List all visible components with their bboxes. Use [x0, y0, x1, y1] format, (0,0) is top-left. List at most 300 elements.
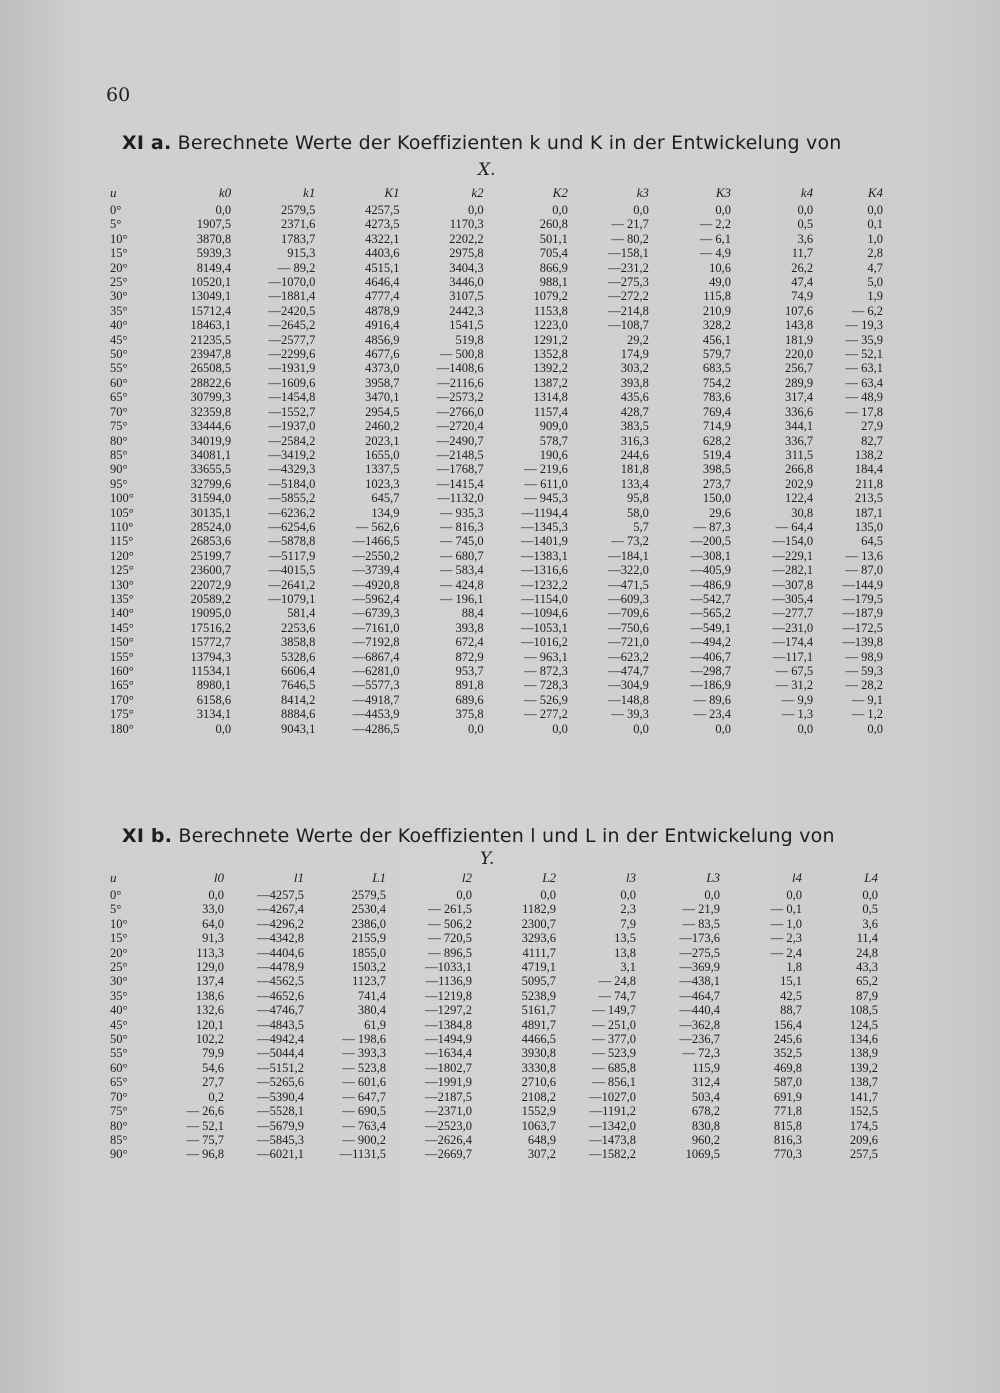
column-header: l0	[213, 870, 224, 885]
angle-cell: 75°	[110, 1104, 128, 1119]
value-cell: — 523,8	[342, 1060, 386, 1075]
value-cell: —438,1	[679, 974, 720, 989]
value-cell: 2,3	[620, 902, 636, 917]
value-cell: — 2,3	[770, 931, 802, 946]
column-header: L4	[864, 870, 878, 885]
value-cell: 4,7	[867, 260, 883, 275]
table-row	[108, 606, 883, 620]
value-cell: —1131,5	[339, 1147, 386, 1162]
angle-cell: 60°	[110, 1060, 128, 1075]
value-cell: 25199,7	[190, 548, 232, 563]
angle-cell: 5°	[110, 902, 122, 917]
header-row	[108, 183, 883, 203]
value-cell: — 87,3	[693, 519, 732, 534]
value-cell: — 2,4	[770, 945, 802, 960]
value-cell: 317,4	[785, 390, 814, 405]
table-row	[108, 261, 883, 275]
value-cell: — 9,1	[851, 692, 883, 707]
value-cell: 34019,9	[190, 433, 232, 448]
value-cell: 383,5	[620, 419, 649, 434]
value-cell: — 720,5	[428, 931, 472, 946]
value-cell: 3293,6	[521, 931, 556, 946]
value-cell: 49,0	[709, 275, 732, 290]
value-cell: —2116,6	[437, 375, 484, 390]
value-cell: 2253,6	[280, 620, 316, 635]
value-cell: 13,5	[614, 931, 636, 946]
value-cell: —2371,0	[425, 1104, 472, 1119]
value-cell: — 80,2	[611, 231, 649, 246]
value-cell: 17516,2	[190, 620, 232, 635]
value-cell: —2577,7	[268, 332, 316, 347]
value-cell: 26853,6	[190, 534, 232, 549]
column-header: k4	[800, 185, 814, 200]
column-header: l1	[293, 870, 304, 885]
value-cell: 578,7	[539, 433, 568, 448]
value-cell: —1033,1	[425, 960, 472, 975]
value-cell: 645,7	[371, 491, 400, 506]
value-cell: 1069,5	[685, 1147, 720, 1162]
value-cell: 15772,7	[190, 635, 232, 650]
value-cell: 33655,5	[190, 462, 232, 477]
value-cell: 0,0	[715, 203, 732, 217]
value-cell: 209,6	[849, 1132, 878, 1147]
value-cell: 1063,7	[521, 1118, 556, 1133]
value-cell: —172,5	[842, 620, 883, 635]
table-row	[108, 361, 883, 375]
angle-cell: 110°	[110, 519, 134, 534]
value-cell: 30135,1	[190, 505, 232, 520]
value-cell: 0,0	[215, 721, 232, 736]
table-row	[108, 419, 883, 433]
column-header: K4	[867, 185, 883, 200]
value-cell: —5390,4	[257, 1089, 304, 1104]
value-cell: 0,0	[468, 203, 484, 217]
value-cell: —1401,9	[520, 534, 568, 549]
value-cell: 124,5	[849, 1017, 878, 1032]
value-cell: —1297,2	[425, 1003, 472, 1018]
value-cell: —3419,2	[268, 447, 316, 462]
value-cell: 108,5	[849, 1003, 878, 1018]
column-header: L1	[372, 870, 386, 885]
value-cell: —5679,9	[257, 1118, 304, 1133]
value-cell: —158,1	[608, 246, 649, 261]
value-cell: — 745,0	[439, 534, 484, 549]
angle-cell: 90°	[110, 462, 128, 477]
value-cell: 115,8	[703, 289, 732, 304]
value-cell: 174,9	[620, 347, 649, 362]
value-cell: — 13,6	[845, 548, 883, 563]
value-cell: —236,7	[679, 1032, 720, 1047]
value-cell: — 64,4	[775, 519, 814, 534]
column-header: K3	[715, 185, 732, 200]
value-cell: 2300,7	[521, 916, 556, 931]
value-cell: 5161,7	[521, 1003, 556, 1018]
angle-cell: 80°	[110, 1118, 128, 1133]
value-cell: 7,9	[620, 916, 636, 931]
table-row	[108, 376, 883, 390]
value-cell: —1937,0	[268, 419, 316, 434]
value-cell: 3446,0	[449, 275, 484, 290]
value-cell: —4843,5	[257, 1017, 304, 1032]
value-cell: 398,5	[702, 462, 732, 477]
value-cell: — 6,1	[699, 231, 732, 246]
value-cell: — 872,3	[524, 664, 568, 678]
value-cell: 138,6	[195, 988, 224, 1003]
value-cell: 469,8	[773, 1060, 802, 1075]
value-cell: 4719,1	[521, 960, 556, 975]
value-cell: — 611,0	[524, 476, 568, 491]
value-cell: 5,7	[633, 519, 649, 534]
value-cell: 3,6	[797, 231, 814, 246]
value-cell: —362,8	[679, 1017, 720, 1032]
table-row	[108, 1090, 878, 1104]
value-cell: 133,4	[620, 476, 649, 491]
value-cell: 102,2	[195, 1032, 224, 1047]
value-cell: 0,0	[456, 888, 472, 902]
value-cell: — 2,2	[699, 217, 732, 232]
value-cell: —721,0	[608, 635, 649, 650]
value-cell: 771,8	[773, 1104, 802, 1119]
value-cell: — 21,7	[611, 217, 649, 232]
value-cell: 3134,1	[196, 707, 232, 722]
value-cell: 1123,7	[352, 974, 386, 989]
value-cell: 312,4	[691, 1075, 720, 1090]
table-a-title-text: Berechnete Werte der Koeffizienten k und K in der Entwickelung von	[177, 132, 842, 154]
value-cell: 79,9	[202, 1046, 224, 1061]
value-cell: —6281,0	[352, 664, 400, 678]
value-cell: 4111,7	[522, 945, 556, 960]
value-cell: 245,6	[773, 1032, 802, 1047]
table-b	[108, 868, 878, 1162]
angle-cell: 150°	[110, 635, 134, 650]
table-row	[108, 722, 883, 736]
value-cell: 0,0	[797, 203, 814, 217]
value-cell: —6236,2	[268, 505, 316, 520]
table-row	[108, 1075, 878, 1089]
table-row	[108, 318, 883, 332]
value-cell: — 393,3	[342, 1046, 386, 1061]
value-cell: —1384,8	[425, 1017, 472, 1032]
value-cell: 91,3	[202, 931, 224, 946]
table-row	[108, 203, 883, 217]
value-cell: 256,7	[785, 361, 814, 376]
value-cell: 82,7	[861, 433, 883, 448]
angle-cell: 0°	[110, 888, 122, 902]
value-cell: — 896,5	[428, 945, 472, 960]
value-cell: 2530,4	[351, 902, 386, 917]
value-cell: —186,9	[690, 678, 732, 693]
table-row	[108, 1003, 878, 1017]
table-row	[108, 563, 883, 577]
value-cell: 519,4	[702, 447, 732, 462]
angle-cell: 145°	[110, 620, 134, 635]
value-cell: — 149,7	[592, 1003, 636, 1018]
value-cell: —406,7	[690, 649, 732, 664]
value-cell: —4404,6	[257, 945, 304, 960]
value-cell: 1552,9	[521, 1104, 556, 1119]
value-cell: 393,8	[455, 620, 484, 635]
value-cell: 648,9	[527, 1132, 556, 1147]
value-cell: 960,2	[691, 1132, 720, 1147]
value-cell: 156,4	[773, 1017, 802, 1032]
value-cell: 87,9	[856, 988, 878, 1003]
table-row	[108, 1133, 878, 1147]
table-row	[108, 578, 883, 592]
value-cell: 328,2	[702, 318, 732, 333]
value-cell: —139,8	[842, 635, 883, 650]
value-cell: 830,8	[691, 1118, 720, 1133]
table-row	[108, 477, 883, 491]
value-cell: 29,6	[709, 505, 732, 520]
value-cell: 43,3	[856, 960, 878, 975]
value-cell: 13049,1	[190, 289, 232, 304]
table-row	[108, 917, 878, 931]
value-cell: 1170,3	[449, 217, 484, 232]
table-b-title-text: Berechnete Werte der Koeffizienten l und L in der Entwickelung von	[178, 825, 835, 847]
value-cell: 65,2	[856, 974, 878, 989]
value-cell: 0,2	[208, 1089, 224, 1104]
angle-cell: 160°	[110, 664, 134, 678]
value-cell: — 4,9	[699, 246, 732, 261]
value-cell: —369,9	[679, 960, 720, 975]
table-row	[108, 217, 883, 231]
value-cell: 34081,1	[190, 447, 232, 462]
value-cell: 783,6	[702, 390, 732, 405]
angle-cell: 130°	[110, 577, 134, 592]
value-cell: 988,1	[539, 275, 568, 290]
value-cell: 58,0	[627, 505, 649, 520]
value-cell: —200,5	[690, 534, 732, 549]
value-cell: — 816,3	[439, 519, 484, 534]
value-cell: —1219,8	[425, 988, 472, 1003]
angle-cell: 90°	[110, 1147, 128, 1162]
angle-cell: 180°	[110, 721, 134, 736]
value-cell: 4373,0	[365, 361, 400, 376]
column-header: K1	[384, 185, 400, 200]
table-row	[108, 462, 883, 476]
table-row	[108, 960, 878, 974]
table-row	[108, 333, 883, 347]
value-cell: —1194,4	[521, 505, 568, 520]
value-cell: 220,0	[785, 347, 814, 362]
value-cell: —108,7	[608, 318, 649, 333]
angle-cell: 45°	[110, 332, 128, 347]
angle-cell: 170°	[110, 692, 134, 707]
value-cell: —184,1	[608, 548, 649, 563]
value-cell: 1314,8	[533, 390, 568, 405]
table-row	[108, 1018, 878, 1032]
table-row	[108, 621, 883, 635]
value-cell: 61,9	[364, 1017, 386, 1032]
value-cell: 815,8	[773, 1118, 802, 1133]
value-cell: 4891,7	[521, 1017, 556, 1032]
value-cell: 1079,2	[533, 289, 568, 304]
value-cell: 129,0	[195, 960, 224, 975]
value-cell: —173,6	[679, 931, 720, 946]
value-cell: 3858,8	[280, 635, 316, 650]
value-cell: 915,3	[287, 246, 316, 261]
page-number: 60	[106, 84, 131, 106]
value-cell: 2202,2	[449, 231, 484, 246]
angle-cell: 50°	[110, 1032, 128, 1047]
value-cell: 132,6	[195, 1003, 224, 1018]
value-cell: 0,0	[704, 888, 720, 902]
angle-cell: 80°	[110, 433, 128, 448]
value-cell: —1132,0	[437, 491, 484, 506]
value-cell: 4403,6	[365, 246, 400, 261]
value-cell: 4466,5	[521, 1032, 556, 1047]
column-header: k3	[636, 185, 649, 200]
value-cell: — 59,3	[845, 664, 883, 678]
value-cell: —229,1	[772, 548, 814, 563]
column-header: L2	[542, 870, 556, 885]
value-cell: — 562,6	[355, 519, 400, 534]
value-cell: 891,8	[455, 678, 484, 693]
value-cell: —1232,2	[520, 577, 568, 592]
table-row	[108, 1032, 878, 1046]
value-cell: — 28,2	[845, 678, 883, 693]
value-cell: — 24,8	[598, 974, 636, 989]
angle-cell: 10°	[110, 916, 128, 931]
angle-cell: 155°	[110, 649, 134, 664]
value-cell: 74,9	[791, 289, 814, 304]
angle-cell: 30°	[110, 289, 128, 304]
value-cell: 174,5	[849, 1118, 878, 1133]
value-cell: —231,0	[772, 620, 814, 635]
value-cell: 289,9	[785, 375, 814, 390]
value-cell: 3470,1	[365, 390, 400, 405]
table-row	[108, 1104, 878, 1118]
column-header: u	[110, 185, 117, 200]
value-cell: 190,6	[539, 447, 568, 462]
value-cell: 11,7	[791, 246, 814, 261]
value-cell: 2155,9	[351, 931, 386, 946]
value-cell: 27,7	[202, 1075, 224, 1090]
value-cell: 3,6	[862, 916, 878, 931]
value-cell: —405,9	[690, 563, 732, 578]
value-cell: — 601,6	[342, 1075, 386, 1090]
value-cell: 953,7	[455, 664, 484, 678]
value-cell: — 73,2	[611, 534, 649, 549]
value-cell: 2442,3	[449, 303, 484, 318]
table-a	[108, 183, 883, 736]
value-cell: —179,5	[842, 591, 883, 606]
value-cell: 4856,9	[365, 332, 400, 347]
table-row	[108, 434, 883, 448]
value-cell: —1079,1	[268, 591, 316, 606]
value-cell: 1157,4	[533, 404, 568, 419]
value-cell: 0,0	[468, 721, 484, 736]
value-cell: 22072,9	[190, 577, 232, 592]
table-b-title	[122, 825, 872, 847]
value-cell: 1023,3	[365, 476, 400, 491]
value-cell: 628,2	[702, 433, 732, 448]
table-row	[108, 693, 883, 707]
value-cell: 211,8	[855, 476, 883, 491]
value-cell: 1223,0	[533, 318, 568, 333]
value-cell: 3958,7	[365, 375, 400, 390]
value-cell: — 935,3	[439, 505, 484, 520]
angle-cell: 105°	[110, 505, 134, 520]
angle-cell: 5°	[110, 217, 122, 232]
value-cell: — 75,7	[186, 1132, 224, 1147]
value-cell: —6021,1	[257, 1147, 304, 1162]
angle-cell: 70°	[110, 1089, 128, 1104]
value-cell: —4652,6	[257, 988, 304, 1003]
value-cell: —1768,7	[436, 462, 484, 477]
value-cell: —5845,3	[257, 1132, 304, 1147]
value-cell: 13,8	[614, 945, 636, 960]
value-cell: — 52,1	[845, 347, 883, 362]
table-row	[108, 707, 883, 721]
value-cell: —275,5	[679, 945, 720, 960]
header-row	[108, 868, 878, 888]
value-cell: 0,0	[633, 721, 649, 736]
value-cell: —282,1	[772, 563, 814, 578]
value-cell: 54,6	[202, 1060, 224, 1075]
value-cell: —4920,8	[352, 577, 400, 592]
table-row	[108, 347, 883, 361]
value-cell: 134,6	[849, 1032, 878, 1047]
value-cell: — 523,9	[592, 1046, 636, 1061]
value-cell: — 19,3	[845, 318, 883, 333]
angle-cell: 65°	[110, 1075, 128, 1090]
angle-cell: 120°	[110, 548, 134, 563]
value-cell: 0,0	[620, 888, 636, 902]
value-cell: 435,6	[620, 390, 649, 405]
value-cell: 6606,4	[280, 664, 316, 678]
table-row	[108, 304, 883, 318]
value-cell: 2460,2	[365, 419, 400, 434]
value-cell: 1855,0	[351, 945, 386, 960]
value-cell: —1931,9	[268, 361, 316, 376]
value-cell: 0,0	[215, 203, 232, 217]
value-cell: 4322,1	[365, 231, 400, 246]
value-cell: —277,7	[772, 606, 814, 621]
value-cell: — 83,5	[682, 916, 720, 931]
value-cell: —4918,7	[352, 692, 400, 707]
value-cell: — 21,9	[682, 902, 720, 917]
value-cell: —1881,4	[268, 289, 316, 304]
value-cell: — 945,3	[524, 491, 568, 506]
value-cell: —7161,0	[352, 620, 400, 635]
value-cell: 135,0	[854, 519, 883, 534]
value-cell: —154,0	[772, 534, 814, 549]
value-cell: 375,8	[455, 707, 484, 722]
value-cell: 4257,5	[365, 203, 400, 217]
angle-cell: 15°	[110, 246, 128, 261]
value-cell: —2573,2	[436, 390, 484, 405]
value-cell: — 72,3	[682, 1046, 720, 1061]
value-cell: — 26,6	[186, 1104, 224, 1119]
table-row	[108, 635, 883, 649]
value-cell: 122,4	[785, 491, 814, 506]
table-row	[108, 405, 883, 419]
table-row	[108, 275, 883, 289]
value-cell: 1392,2	[533, 361, 568, 376]
value-cell: 11,4	[856, 931, 878, 946]
value-cell: 0,0	[552, 721, 568, 736]
value-cell: 244,6	[620, 447, 649, 462]
value-cell: — 261,5	[428, 902, 472, 917]
value-cell: 19095,0	[190, 606, 232, 621]
value-cell: — 9,9	[781, 692, 814, 707]
value-cell: —5855,2	[268, 491, 316, 506]
value-cell: — 763,4	[342, 1118, 386, 1133]
value-cell: —2523,0	[425, 1118, 472, 1133]
value-cell: 0,0	[797, 721, 814, 736]
value-cell: 23600,7	[190, 563, 232, 578]
